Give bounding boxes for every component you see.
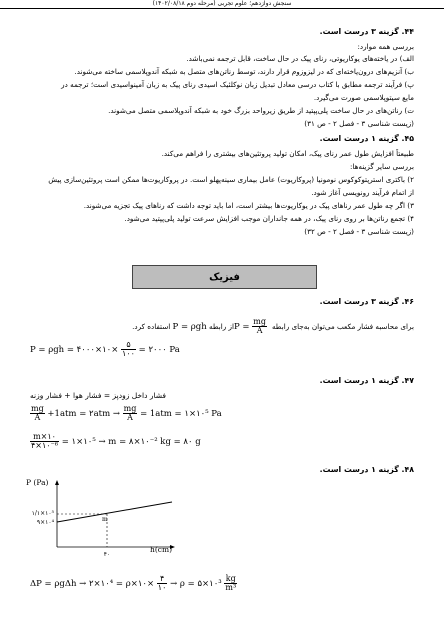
q44-reference: (زیست شناسی ۳ - فصل ۲ - ص ۳۱) bbox=[304, 119, 414, 128]
q48-heading: ۴۸. گزینه ۱ درست است. bbox=[319, 465, 414, 474]
y-axis-arrow-icon bbox=[55, 480, 59, 485]
q46-heading: ۴۶. گزینه ۳ درست است. bbox=[319, 297, 414, 306]
q47-heading: ۴۷. گزینه ۱ درست است. bbox=[319, 376, 414, 385]
q45-line: طبیعتاً افزایش طول عمر رنای پیک، امکان تولید پروتئین‌های بیشتری را فراهم می‌کند. bbox=[161, 149, 414, 158]
q44-line: الف) در یاخته‌های یوکاریوتی، رنای پیک در حال ساخت، قابل ترجمه نمی‌باشد. bbox=[186, 54, 414, 63]
y-tick-bottom: ۹×۱۰⁴ bbox=[36, 519, 54, 526]
q44-line: ب) آنزیم‌های درون‌یاخته‌ای که در لیزوزوم قرار دارند، توسط رناتن‌های متصل به شبکه آندوپلاسمی ساخته می‌شوند. bbox=[74, 67, 414, 76]
q44-line: مایع سیتوپلاسمی صورت می‌گیرد. bbox=[313, 93, 414, 102]
q47-equation-2: $\frac{m\times ۱۰}{\text{۴×۱۰⁻⁶}}$ = ۱×۱۰⁵ → m = ۸×۱۰⁻² kg = ۸۰ g bbox=[31, 432, 201, 450]
q44-line: پ) فرآیند ترجمه مطابق با کتاب درسی معادل تبدیل زبان نوکلئیک اسیدی رنای پیک به زبان آمینواسیدی است؛ ترجمه در bbox=[61, 80, 414, 89]
pressure-line bbox=[57, 502, 172, 522]
q45-line: ۲) باکتری استرپتوکوکوس نومونیا (پروکاریوت) عامل بیماری سینه‌پهلو است. در پروکاریوت‌ها ممکن است پروتئین‌سازی پیش bbox=[48, 175, 414, 184]
x-tick: ۴۰ bbox=[103, 551, 111, 557]
y-tick-top: ۱/۱×۱۰⁵ bbox=[31, 510, 54, 517]
q48-calculation: ΔP = ρgΔh → ۲×۱۰⁴ = ρ×۱۰× $\frac{۴}{۱۰}$ → ρ = ۵×۱۰³ $\frac{kg}{\text{m³}}$ bbox=[30, 574, 237, 592]
q45-line: ۳) اگر چه طول عمر رناهای پیک در یوکاریوت‌ها بیشتر است، اما باید توجه داشت که رناهای پیک تجزیه می‌شوند. bbox=[83, 201, 414, 210]
q45-line: بررسی سایر گزینه‌ها: bbox=[349, 162, 414, 171]
physics-section-title bbox=[132, 265, 317, 289]
q45-line: ۴) تجمع رناتن‌ها بر روی رنای پیک، در همه جانداران موجب افزایش سرعت تولید پلی‌پپتید می‌شود. bbox=[124, 214, 414, 223]
q47-equation-1: $\frac{mg}{A}$ +1atm = ۲atm → $\frac{mg}{A}$ = 1atm = ۱×۱۰⁵ Pa bbox=[31, 404, 222, 422]
q47-caption: فشار داخل زودپز = فشار هوا + فشار وزنه bbox=[30, 391, 167, 400]
y-axis-title: P (Pa) bbox=[26, 478, 49, 487]
q45-heading: ۴۵. گزینه ۱ درست است. bbox=[319, 134, 414, 143]
q44-line: ت) رناتن‌های در حال ساخت پلی‌پپتید از طریق زیرواحد بزرگ خود به شبکه آندوپلاسمی متصل می‌شوند. bbox=[108, 106, 414, 115]
q44-line: بررسی همه موارد: bbox=[357, 42, 414, 51]
q45-line: از اتمام فرآیند رونویسی آغاز شود. bbox=[311, 188, 414, 197]
q46-text: برای محاسبه فشار مکعب می‌توان به‌جای رابطه P = $\frac{mg}{A}$ از رابطه P = ρgh استفاده کرد. bbox=[132, 317, 414, 335]
q46-calculation: P = ρgh = ۴۰۰۰×۱۰× $\frac{۵}{۱۰۰}$ = ۲۰۰۰ Pa bbox=[30, 340, 180, 358]
q44-heading: ۴۴. گزینه ۳ درست است. bbox=[319, 27, 414, 36]
x-axis-title: h(cm) bbox=[150, 545, 172, 554]
section-title-text: فیزیک bbox=[209, 271, 240, 283]
pressure-depth-graph bbox=[22, 477, 182, 557]
point-label: m bbox=[102, 516, 108, 523]
page-header: سنجش دوازدهم؛ علوم تجربی (مرحله دوم ۱۴۰۲/۰۸/۱۸) bbox=[0, 0, 444, 9]
q45-reference: (زیست شناسی ۳ - فصل ۲ - ص ۳۲) bbox=[304, 227, 414, 236]
